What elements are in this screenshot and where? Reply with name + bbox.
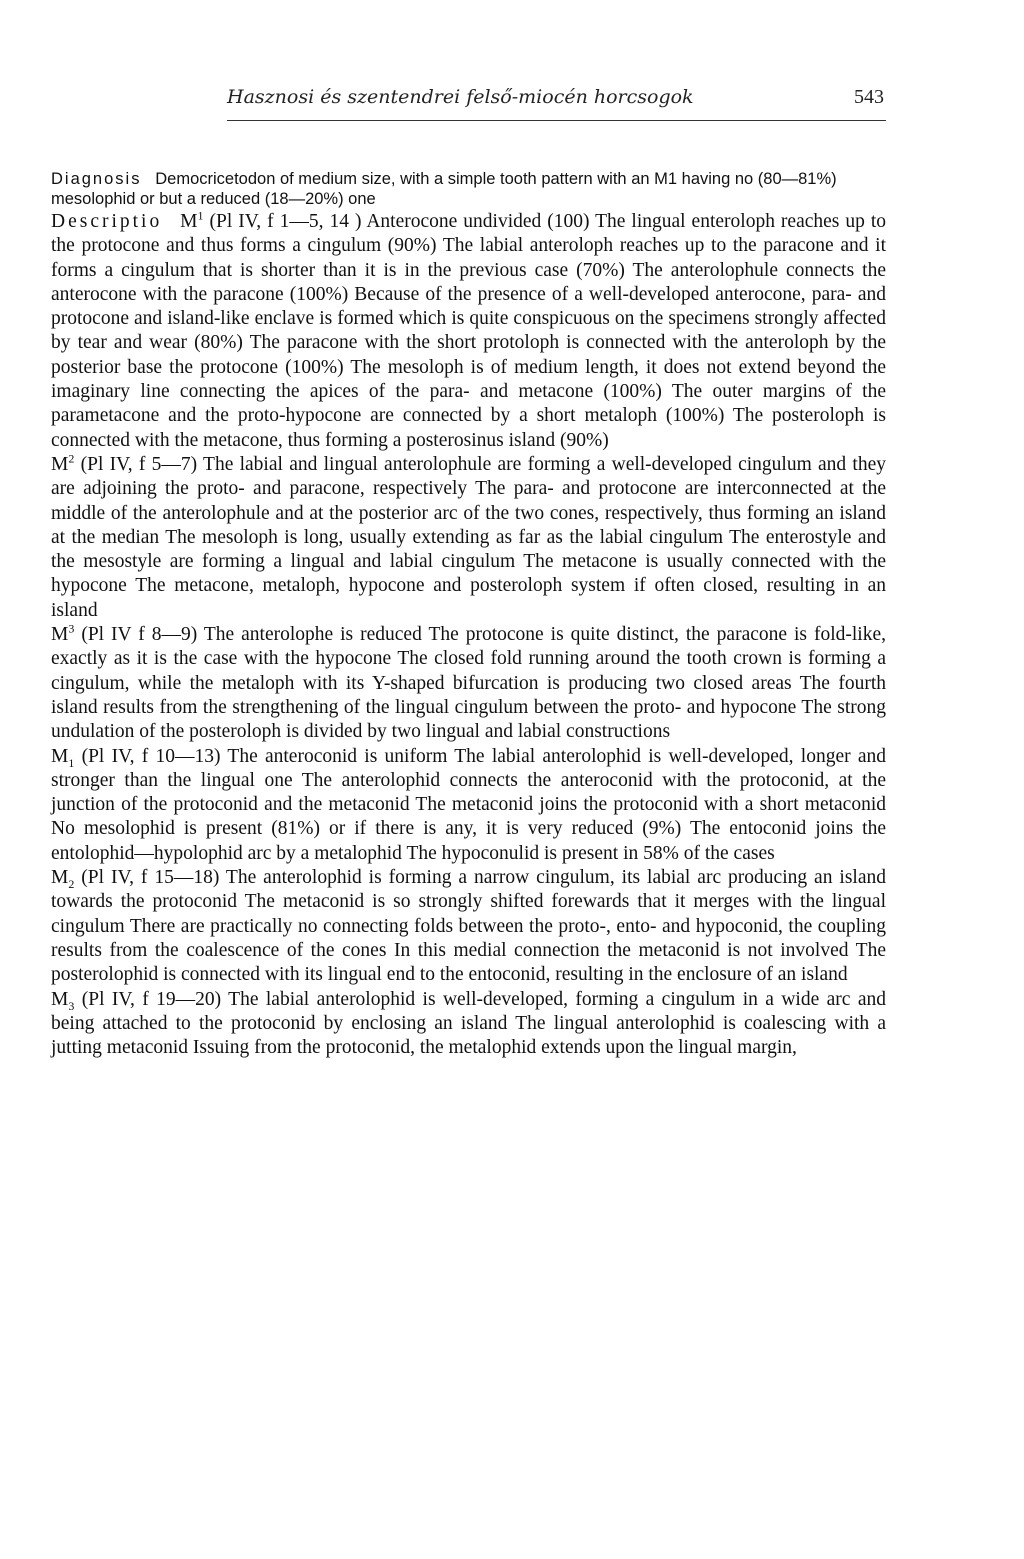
paragraph-text: (Pl IV, f 15—18) The anterolophid is forming a narrow cingulum, its labial arc producing an island towards the protoconid The metaconid is so strongly shifted forewards that it merges with the lingual cingulum There are practically no connecting folds between the proto-, ento- and hypoconid, the coupling results from the coalescence of the cones In this medial connection the metaconid is not involved The posterolophid is connected with its lingual end to the entoconid, resulting in the enclosure of an island — [51, 867, 886, 986]
diagnosis-text: Democricetodon of medium size, with a simple tooth pattern with an M1 having no (80—81%) mesolophid or but a reduced (18—20%) one — [51, 169, 837, 208]
lower-m3-paragraph — [51, 988, 886, 1061]
tooth-label: $M^3$ — [51, 621, 75, 646]
paragraph-text: (Pl IV f 8—9) The anterolophe is reduced The protocone is quite distinct, the paracone is fold-like, exactly as it is the case with the hypocone The closed fold running around the tooth crown is forming a cingulum, while the metaloph with its Y-shaped bifurcation is producing two closed areas The fourth island results from the strengthening of the lingual cingulum between the proto- and hypocone The strong undulation of the posteroloph is divided by two lingual and labial constructions — [51, 624, 886, 743]
page — [51, 86, 887, 1059]
paragraph-text: (Pl IV, f 1—5, 14 ) Anterocone undivided (100) The lingual enteroloph reaches up to the protocone and thus forms a cingulum (90%) The labial anteroloph reaches up to the paracone and it forms a cingulum that is shorter than it is in the previous case (70%) The anterolophule connects the anterocone with the paracone (100%) Because of the presence of a well-developed anterocone, para- and protocone and island-like enclave is formed which is quite conspicuous on the specimens strongly affected by tear and wear (80%) The paracone with the short protoloph is connected with the anteroloph by the posterior base the protocone (100%) The mesoloph is of medium length, it does not extend beyond the imaginary line connecting the apices of the para- and metacone (100%) The outer margins of the parametacone and the proto-hypocone are connected by a short metaloph (100%) The posteroloph is connected with the metacone, thus forming a posterosinus island (90%) — [51, 211, 886, 451]
tooth-label: $M_2$ — [51, 867, 75, 891]
paragraph-text: (Pl IV, f 19—20) The labial anterolophid is well-developed, forming a cingulum in a wide arc and being attached to the protoconid by enclosing an island The lingual anterolophid is coalescing with a jutting metaconid Issuing from the protoconid, the metalophid extends upon the lingual margin, — [51, 988, 887, 1059]
diagnosis-paragraph — [51, 169, 886, 209]
lower-m2-paragraph — [51, 866, 886, 987]
page-number: 543 — [854, 86, 884, 108]
tooth-label: $M^1$ — [180, 208, 204, 232]
upper-m3-paragraph — [51, 623, 886, 744]
descriptio-label: Descriptio — [51, 211, 163, 232]
paragraph-text: (Pl IV, f 5—7) The labial and lingual anterolophule are forming a well-developed cingulum and they are adjoining the proto- and paracone, respectively The para- and protocone are interconnected at the middle of the anterolophule and at the posterior arc of the two cones, respectively, thus forming an island at the median The mesoloph is long, usually extending as far as the labial cingulum The enterostyle and the mesostyle are forming a lingual and labial cingulum The metacone is usually connected with the hypocone The metacone, metaloph, hypocone and posteroloph system if often closed, resulting in an island — [51, 453, 887, 621]
running-title: Hasznosi és szentendrei felső-miocén horcsogok — [227, 86, 694, 108]
upper-m1-paragraph — [51, 210, 886, 453]
tooth-label: $M_3$ — [51, 988, 75, 1013]
description-body — [51, 210, 886, 1060]
diagnosis-label: Diagnosis — [51, 169, 142, 188]
tooth-label: $M_1$ — [51, 745, 75, 770]
lower-m1-paragraph — [51, 745, 886, 866]
page-header — [51, 86, 886, 116]
paragraph-text: (Pl IV, f 10—13) The anteroconid is uniform The labial anterolophid is well-developed, longer and stronger than the lingual one The anterolophid connects the anteroconid with the protoconid, at the junction of the protoconid and the metaconid The metaconid joins the protoconid with a short metaconid No mesolophid is present (81%) or if there is any, it is very reduced (9%) The entoconid joins the entolophid—hypolophid arc by a metalophid The hypoconulid is present in 58% of the cases — [51, 745, 886, 864]
header-rule — [227, 120, 886, 121]
tooth-label: $M^2$ — [51, 451, 75, 475]
upper-m2-paragraph — [51, 453, 886, 623]
